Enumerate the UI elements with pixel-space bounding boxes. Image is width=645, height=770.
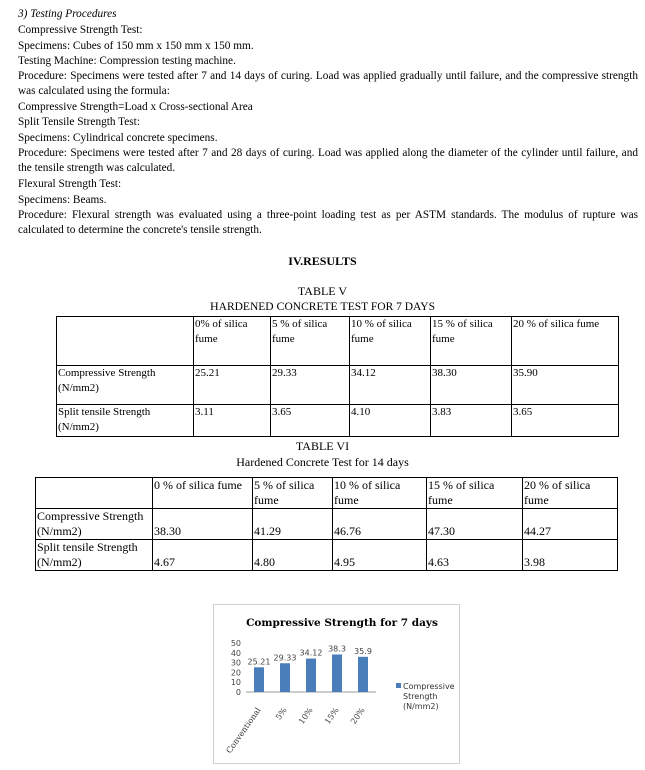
split-specimens: Specimens: Cylindrical concrete specimens. <box>18 132 218 144</box>
category-label: Conventional <box>224 705 263 756</box>
table5-row-label: Compressive Strength (N/mm2) <box>57 366 194 405</box>
bar <box>280 663 290 692</box>
table5-label: TABLE V <box>297 284 348 298</box>
category-label: 20% <box>349 705 367 726</box>
table5-corner-cell <box>57 317 194 366</box>
data-label: 34.12 <box>299 648 323 658</box>
table5-caption: HARDENED CONCRETE TEST FOR 7 DAYS <box>209 299 435 313</box>
flexural-test-title: Flexural Strength Test: <box>18 178 122 190</box>
compressive-procedure: Procedure: Specimens were tested after 7 and 14 days of curing. Load was applied gradually until failure, and the compressive strength was calculated using the formula: <box>18 70 638 97</box>
table6-cell: 3.98 <box>523 540 618 571</box>
table-row <box>57 366 619 405</box>
compressive-strength-chart <box>214 605 459 763</box>
table5-header-cell: 20 % of silica fume <box>512 317 619 366</box>
table5-cell: 38.30 <box>431 366 512 405</box>
table6-header-cell: 20 % of silica fume <box>523 478 618 509</box>
y-tick-label: 10 <box>230 678 241 688</box>
table5-cell: 3.83 <box>431 405 512 437</box>
chart-title: Compressive Strength for 7 days <box>246 617 438 629</box>
section-heading: 3) Testing Procedures <box>18 8 117 20</box>
table6-corner-cell <box>36 478 153 509</box>
data-label: 25.21 <box>247 657 271 667</box>
table-row <box>57 405 619 437</box>
table5-row-label: Split tensile Strength (N/mm2) <box>57 405 194 437</box>
y-tick-label: 20 <box>230 668 241 678</box>
table6 <box>35 477 618 571</box>
table5-header-cell: 10 % of silica fume <box>350 317 431 366</box>
table6-cell: 38.30 <box>153 509 253 540</box>
table6-cell: 4.63 <box>427 540 523 571</box>
bar <box>358 657 368 692</box>
table6-cell: 41.29 <box>253 509 333 540</box>
table6-cell: 46.76 <box>333 509 427 540</box>
table6-cell: 4.95 <box>333 540 427 571</box>
compressive-machine: Testing Machine: Compression testing machine. <box>18 55 236 67</box>
table5-header-cell: 0% of silica fume <box>194 317 271 366</box>
data-label: 29.33 <box>273 653 297 663</box>
table6-cell: 4.67 <box>153 540 253 571</box>
bar <box>332 654 342 692</box>
table6-header-cell: 0 % of silica fume <box>153 478 253 509</box>
table5-header-cell: 15 % of silica fume <box>431 317 512 366</box>
table5-cell: 3.65 <box>512 405 619 437</box>
table6-cell: 47.30 <box>427 509 523 540</box>
legend-label: Strength <box>403 692 438 701</box>
split-procedure: Procedure: Specimens were tested after 7 and 28 days of curing. Load was applied along the diameter of the cylinder until failure, and the tensile strength was calculated. <box>18 147 638 174</box>
y-tick-label: 40 <box>230 648 241 658</box>
data-label: 38.3 <box>328 644 346 654</box>
compressive-specimens: Specimens: Cubes of 150 mm x 150 mm x 150 mm. <box>18 40 254 52</box>
table6-header-row <box>36 478 618 509</box>
table5-cell: 34.12 <box>350 366 431 405</box>
bar <box>306 659 316 692</box>
bar <box>254 667 264 692</box>
category-label: 5% <box>273 705 289 722</box>
category-label: 10% <box>297 705 315 726</box>
split-test-title: Split Tensile Strength Test: <box>18 116 140 128</box>
table5-cell: 29.33 <box>271 366 350 405</box>
table5-header-row <box>57 317 619 366</box>
compressive-test-title: Compressive Strength Test: <box>18 24 143 36</box>
y-tick-label: 30 <box>230 658 241 668</box>
table5-header-cell: 5 % of silica fume <box>271 317 350 366</box>
table6-header-cell: 10 % of silica fume <box>333 478 427 509</box>
table5-cell: 4.10 <box>350 405 431 437</box>
y-tick-label: 0 <box>235 688 241 697</box>
y-tick-label: 50 <box>230 639 241 648</box>
flexural-procedure: Procedure: Flexural strength was evaluated using a three-point loading test as per ASTM standards. The modulus of rupture was calculated to determine the concrete's tensile strength. <box>18 209 638 236</box>
table5-cell: 3.11 <box>194 405 271 437</box>
table6-cell: 4.80 <box>253 540 333 571</box>
table6-caption: Hardened Concrete Test for 14 days <box>236 455 409 469</box>
legend-label: (N/mm2) <box>403 702 439 711</box>
data-label: 35.9 <box>354 646 372 656</box>
table5-cell: 3.65 <box>271 405 350 437</box>
chart-frame <box>213 604 460 764</box>
legend-label: Compressive <box>403 682 455 691</box>
table6-row-label: Compressive Strength (N/mm2) <box>36 509 153 540</box>
table-row <box>36 540 618 571</box>
table5-cell: 35.90 <box>512 366 619 405</box>
table6-header-cell: 5 % of silica fume <box>253 478 333 509</box>
legend-swatch <box>396 683 401 688</box>
category-label: 15% <box>323 705 341 726</box>
results-heading: IV.RESULTS <box>288 254 357 268</box>
flexural-specimens: Specimens: Beams. <box>18 194 107 206</box>
table-row <box>36 509 618 540</box>
table6-header-cell: 15 % of silica fume <box>427 478 523 509</box>
table5 <box>56 316 619 437</box>
table6-row-label: Split tensile Strength (N/mm2) <box>36 540 153 571</box>
table6-label: TABLE VI <box>295 439 350 453</box>
table5-cell: 25.21 <box>194 366 271 405</box>
table6-cell: 44.27 <box>523 509 618 540</box>
compressive-formula: Compressive Strength=Load x Cross-sectional Area <box>18 101 253 113</box>
